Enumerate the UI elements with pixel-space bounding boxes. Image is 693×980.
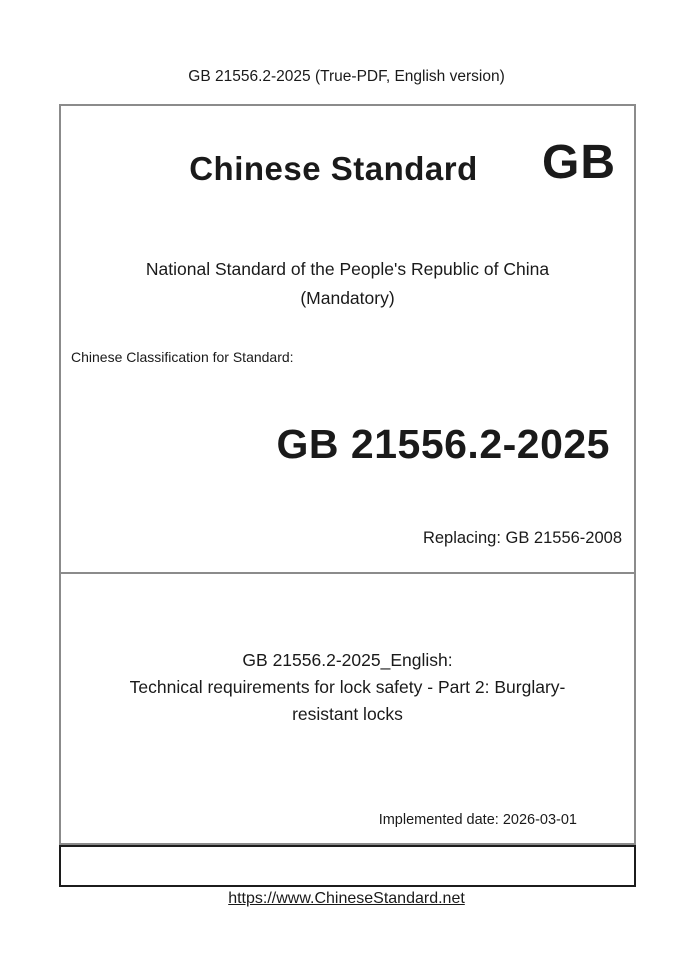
english-title-line1: GB 21556.2-2025_English: bbox=[242, 650, 453, 670]
replacing-note: Replacing: GB 21556-2008 bbox=[422, 529, 622, 547]
empty-bottom-box bbox=[59, 845, 636, 887]
english-title-line3: resistant locks bbox=[292, 704, 403, 724]
gb-logo: GB bbox=[542, 136, 616, 189]
cover-top-box bbox=[59, 104, 636, 574]
national-standard-line2: (Mandatory) bbox=[300, 288, 395, 308]
page-header-title: GB 21556.2-2025 (True-PDF, English version) bbox=[188, 68, 505, 85]
english-title-line2: Technical requirements for lock safety - Part 2: Burglary- bbox=[129, 677, 566, 697]
brand-title: Chinese Standard bbox=[189, 150, 478, 187]
english-title-block bbox=[61, 647, 634, 728]
national-standard-block bbox=[61, 255, 634, 313]
standard-number: GB 21556.2-2025 bbox=[276, 421, 610, 467]
cover-title-box bbox=[59, 574, 636, 845]
implemented-date: Implemented date: 2026-03-01 bbox=[378, 812, 577, 828]
footer bbox=[0, 890, 693, 908]
footer-website-link[interactable]: https://www.ChineseStandard.net bbox=[228, 890, 465, 907]
national-standard-line1: National Standard of the People's Republic of China bbox=[145, 259, 550, 279]
classification-label: Chinese Classification for Standard: bbox=[71, 349, 294, 365]
